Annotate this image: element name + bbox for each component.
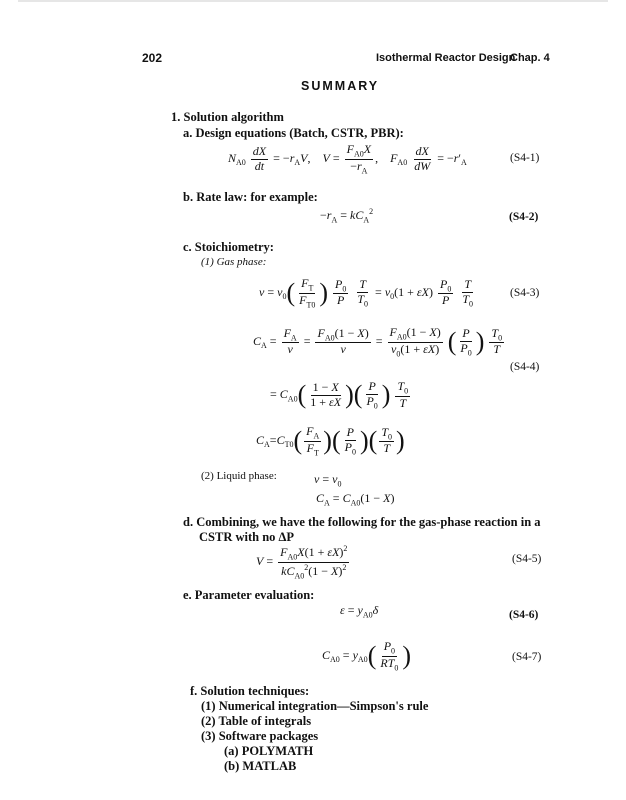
- eq-number-s4-6: (S4-6): [509, 609, 539, 621]
- technique-item: (3) Software packages: [201, 729, 319, 743]
- equation-s4-6: $\varepsilon = y_{A0}\delta$: [340, 603, 379, 620]
- eq-number-s4-7: (S4-7): [512, 651, 542, 663]
- equation-liquid-v: $v = v_0$: [314, 472, 342, 489]
- design-equations-heading: a. Design equations (Batch, CSTR, PBR):: [183, 126, 404, 140]
- algorithm-heading: 1. Solution algorithm: [171, 110, 284, 124]
- top-border: [18, 0, 608, 2]
- rate-law-heading: b. Rate law: for example:: [183, 190, 318, 204]
- equation-liquid-ca: $C_A = C_{A0}(1 - X)$: [316, 491, 395, 508]
- technique-subitem: (b) MATLAB: [224, 759, 297, 773]
- eq-number-s4-3: (S4-3): [510, 287, 540, 299]
- running-head-chapter: Chap. 4: [510, 52, 550, 64]
- equation-s4-5: V = $\frac{F_{A0}X(1 + \varepsilon X)^2}{kC_{A0}^2(1 - X)^2}$: [256, 544, 348, 580]
- equation-s4-3: $v = v_0$( $\frac{F_T}{F_{T0}}$ ) $\frac{P_0}{P}$ $\frac{T}{T_0}$ = $v_0(1 + \varepsilon X)$ $\frac{P_0}{P}$ $\frac{T}{T_0}$: [259, 276, 474, 309]
- equation-s4-4-line2: = $C_{A0}$( $\frac{1 - X}{1 + \varepsilon X}$ )( $\frac{P}{P_0}$ ) $\frac{T_0}{T}$: [270, 379, 409, 411]
- equation-s4-7: $C_{A0} = y_{A0}$( $\frac{P_0}{RT_0}$ ): [322, 639, 412, 672]
- gas-phase-label: (1) Gas phase:: [201, 256, 267, 268]
- combining-heading-line2: CSTR with no ΔP: [199, 530, 295, 544]
- eq-number-s4-1: (S4-1): [510, 152, 540, 164]
- solution-techniques-heading: f. Solution techniques:: [190, 684, 310, 698]
- liquid-phase-label: (2) Liquid phase:: [201, 470, 277, 482]
- eq-number-s4-2: (S4-2): [509, 211, 539, 223]
- page-number: 202: [142, 51, 163, 65]
- equation-s4-4-line3: $C_A=C_{T0}$( $\frac{F_A}{F_T}$ )( $\frac{P}{P_0}$ )( $\frac{T_0}{T}$ ): [256, 424, 405, 457]
- combining-heading-line1: d. Combining, we have the following for the gas-phase reaction in a: [183, 515, 541, 529]
- technique-subitem: (a) POLYMATH: [224, 744, 314, 758]
- stoichiometry-heading: c. Stoichiometry:: [183, 240, 274, 254]
- equation-s4-4-line1: $C_A$ = $\frac{F_A}{v}$ = $\frac{F_{A0}(1 - X)}{v}$ = $\frac{F_{A0}(1 - X)}{v_0(1 + \varepsilon X)}$ ( $\frac{P}{P_0}$ ) $\frac{T_0}{T}$: [253, 325, 503, 358]
- parameter-evaluation-heading: e. Parameter evaluation:: [183, 588, 315, 602]
- technique-item: (2) Table of integrals: [201, 714, 312, 728]
- eq-number-s4-5: (S4-5): [512, 553, 542, 565]
- equation-s4-2: $-r_A = kC_A^2$: [320, 207, 374, 225]
- eq-number-s4-4: (S4-4): [510, 361, 540, 373]
- running-head-title: Isothermal Reactor Design: [376, 52, 516, 64]
- technique-item: (1) Numerical integration—Simpson's rule: [201, 699, 429, 713]
- section-title: SUMMARY: [301, 79, 380, 93]
- equation-s4-1: $N_{A0}$ $\frac{dX}{dt}$ = $-r_AV$, V = $\frac{F_{A0}X}{-r_A}$ , $F_{A0}$ $\frac{dX}{dW}$ = $-r'_A$: [228, 142, 467, 175]
